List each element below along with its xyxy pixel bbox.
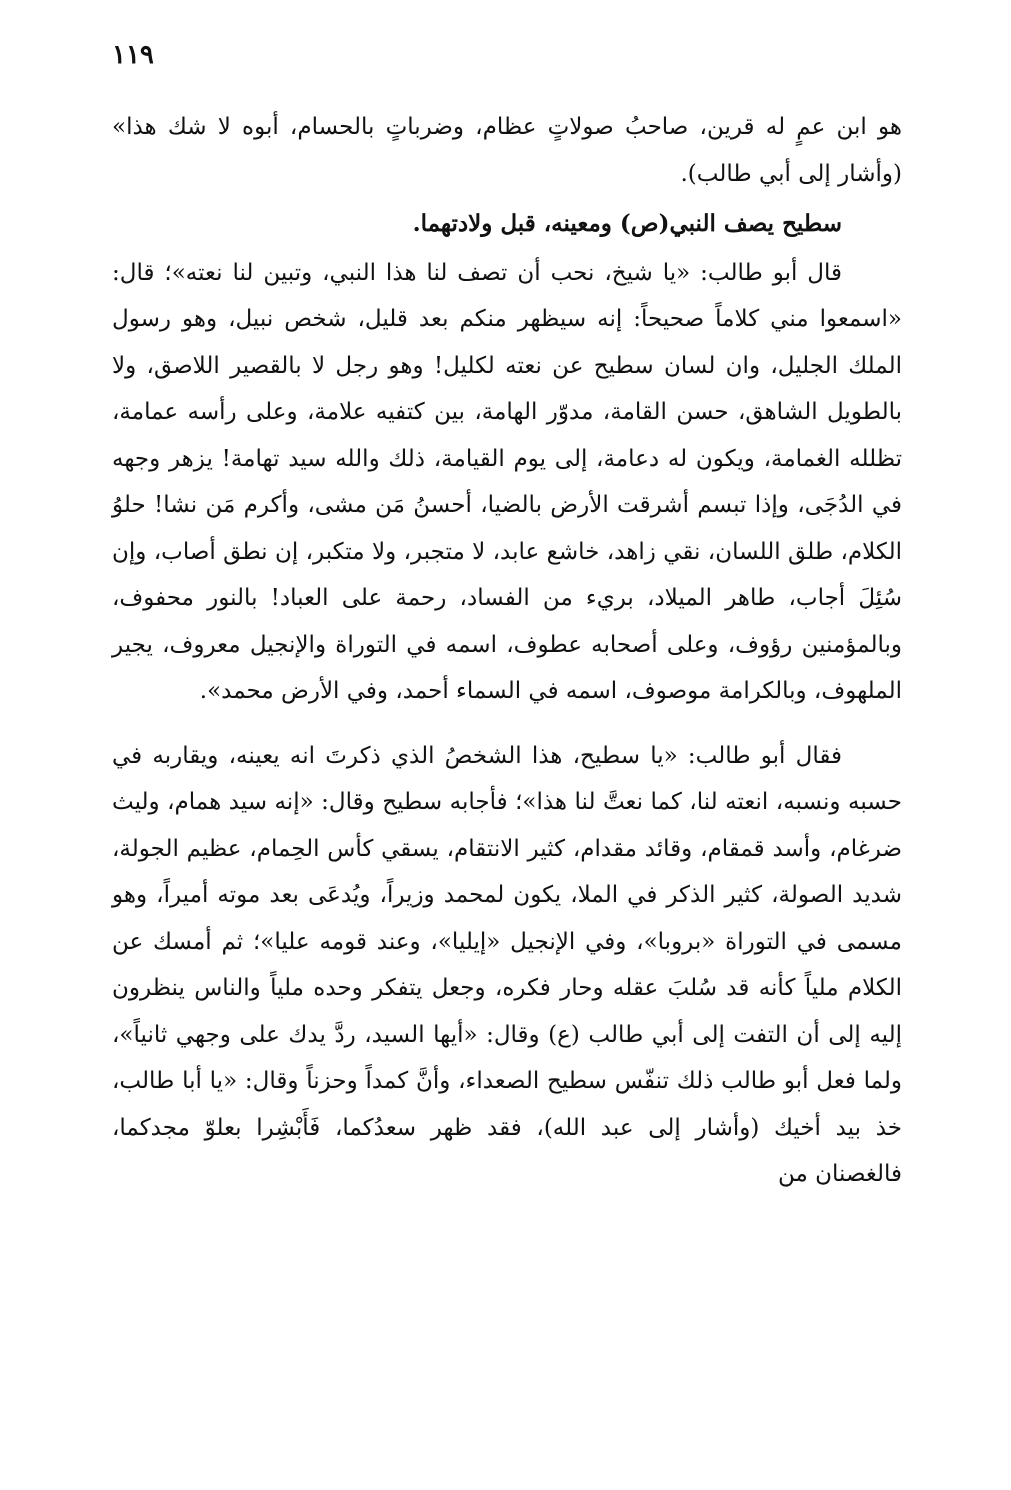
section-heading: سطيح يصف النبي(ص) ومعينه، قبل ولادتهما. [412,210,842,237]
page-number: ١١٩ [112,40,154,70]
paragraph-continuation: هو ابن عمٍ له قرين، صاحبُ صولاتٍ عظام، وضرباتٍ بالحسام، أبوه لا شك هذا» (وأشار إلى أبي طالب). [112,114,902,187]
page-body [112,104,902,1198]
paragraph-description-prophet: قال أبو طالب: «يا شيخ، نحب أن تصف لنا هذا النبي، وتبين لنا نعته»؛ قال: «اسمعوا مني كلاماً صحيحاً: إنه سيظهر منكم بعد قليل، شخص نبيل، وهو رسول الملك الجليل، وان لسان سطيح عن نعته لكليل! وهو رجل لا بالقصير اللاصق، ولا بالطويل الشاهق، حسن القامة، مدوّر الهامة، بين كتفيه علامة، وعلى رأسه عمامة، تظلله الغمامة، ويكون له دعامة، إلى يوم القيامة، ذلك والله سيد تهامة! يزهر وجهه في الدُجَى، وإذا تبسم أشرقت الأرض بالضيا، أحسنُ مَن مشى، وأكرم مَن نشا! حلوُ الكلام، طلق اللسان، نقي زاهد، خاشع عابد، لا متجبر، ولا متكبر، إن نطق أصاب، وإن سُئِلَ أجاب، طاهر الميلاد، بريء من الفساد، رحمة على العباد! بالنور محفوف، وبالمؤمنين رؤوف، وعلى أصحابه عطوف، اسمه في التوراة والإنجيل معروف، يجير الملهوف، وبالكرامة موصوف، اسمه في السماء أحمد، وفي الأرض محمد». [112,259,902,704]
paragraph-description-companion: فقال أبو طالب: «يا سطيح، هذا الشخصُ الذي ذكرتَ انه يعينه، ويقاربه في حسبه ونسبه، انعته لنا، كما نعتَّ لنا هذا»؛ فأجابه سطيح وقال: «إنه سيد همام، وليث ضرغام، وأسد قمقام، وقائد مقدام، كثير الانتقام، يسقي كأس الحِمام، عظيم الجولة، شديد الصولة، كثير الذكر في الملا، يكون لمحمد وزيراً، ويُدعَى بعد موته أميراً، وهو مسمى في التوراة «بروبا»، وفي الإنجيل «إيليا»، وعند قومه عليا»؛ ثم أمسك عن الكلام ملياً كأنه قد سُلبَ عقله وحار فكره، وجعل يتفكر وحده ملياً والناس ينظرون إليه إلى أن التفت إلى أبي طالب (ع) وقال: «أيها السيد، ردَّ يدك على وجهي ثانياً»، ولما فعل أبو طالب ذلك تنفّس سطيح الصعداء، وأنَّ كمداً وحزناً وقال: «يا أبا طالب، خذ بيد أخيك (وأشار إلى عبد الله)، فقد ظهر سعدُكما، فَأَبْشِرا بعلوّ مجدكما، فالغصنان من [112,742,902,1187]
